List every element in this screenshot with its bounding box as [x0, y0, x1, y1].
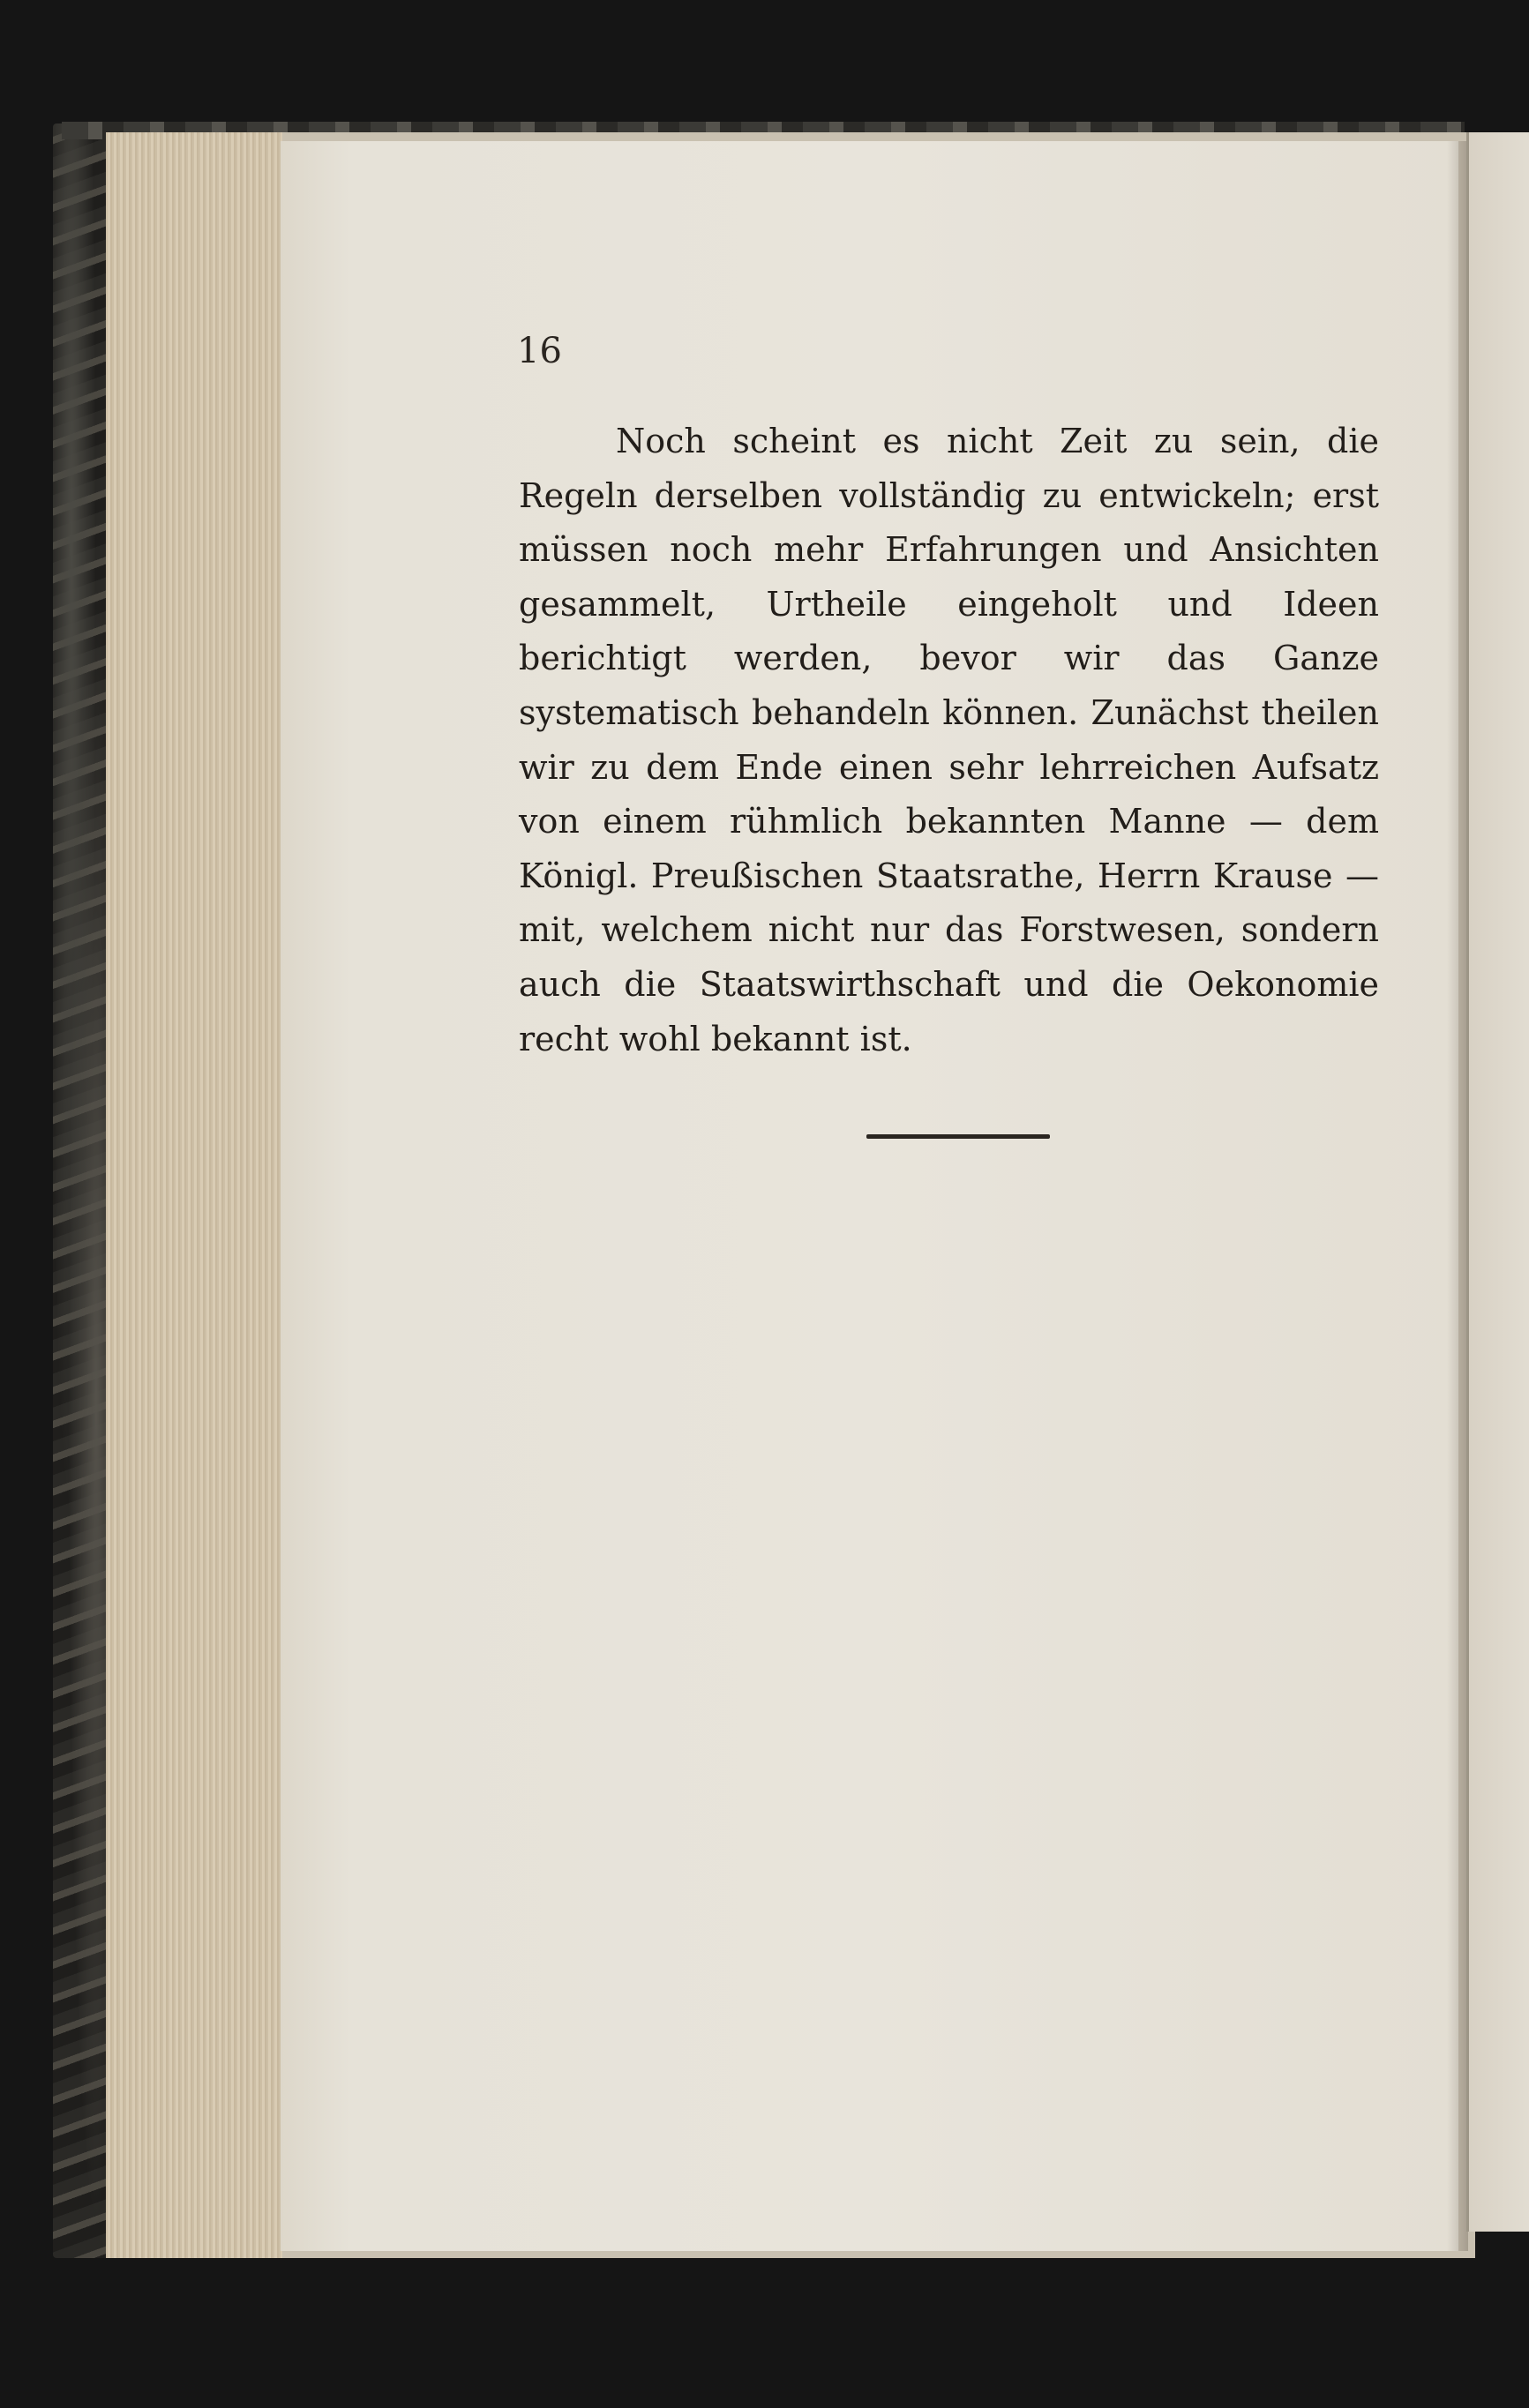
gutter-shadow: [1447, 141, 1468, 2251]
page-number: 16: [517, 331, 562, 371]
page-stack-edge: [106, 132, 282, 2258]
facing-page-edge: [1466, 132, 1529, 2232]
body-paragraph: Noch scheint es nicht Zeit zu sein, die Regeln derselben vollständig zu entwickeln; erst müssen noch mehr Erfahrungen und Ansichten gesammelt, Urtheile eingeholt und Ideen berichtigt werden, bevor wir das Ganze systematisch behandeln können. Zunächst theilen wir zu dem Ende einen sehr lehrreichen Aufsatz von einem rühmlich bekannten Manne — dem Königl. Preußischen Staatsrathe, Herrn Krause — mit, welchem nicht nur das Forstwesen, sondern auch die Staatswirthschaft und die Oekonomie recht wohl bekannt ist.: [519, 422, 1379, 1058]
section-divider-rule: [866, 1134, 1050, 1139]
